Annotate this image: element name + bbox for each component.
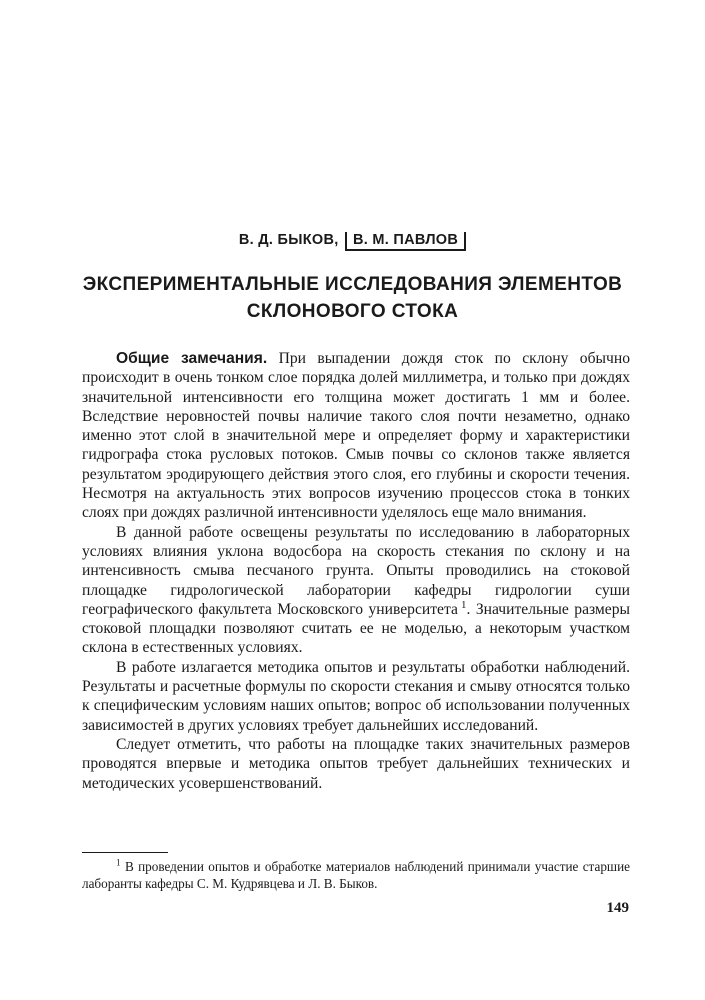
paragraph (82, 658, 630, 735)
footnote-divider (82, 852, 168, 853)
article-title-line: ЭКСПЕРИМЕНТАЛЬНЫЕ ИССЛЕДОВАНИЯ ЭЛЕМЕНТОВ (82, 274, 623, 295)
section-lead: Общие замечания. (116, 350, 268, 367)
paragraph-text: Следует отметить, что работы на площадке таких значительных размеров проводятся впервые и методика опытов требует дальнейших технических и методических усовершенствований. (82, 735, 630, 792)
authors-line (0, 232, 705, 251)
paragraph (82, 735, 630, 793)
paragraph-text: . Значительные размеры стоковой площадки позволяют считать ее не моделью, а некоторым участком склона в естественных условиях. (82, 600, 630, 657)
paragraph (82, 349, 630, 523)
paragraph-text: В работе излагается методика опытов и результаты обработки наблюдений. Результаты и расчетные формулы по скорости стекания и смыву относятся только к специфическим условиям наших опытов; вопрос об использовании полученных зависимостей в других условиях требует дальнейших исследований. (82, 658, 630, 734)
footnote-mark: 1 (116, 857, 121, 868)
author-name: В. Д. БЫКОВ, (238, 232, 339, 248)
article-title (60, 271, 645, 325)
footnote (82, 858, 630, 892)
author-name-memorial-box: В. М. ПАВЛОВ (345, 232, 466, 251)
paragraph (82, 523, 630, 658)
paragraph-text: В данной работе освещены результаты по исследованию в лабораторных условиях влияния уклона водосбора на скорость стекания по склону и на интенсивность смыва песчаного грунта. Опыты проводились на стоковой площадке гидрологической лаборатории кафедры гидрологии суши географического факультета Московского университета (82, 523, 630, 618)
page-number: 149 (606, 900, 629, 916)
footnote-ref: 1 (461, 598, 467, 611)
article-title-line: СКЛОНОВОГО СТОКА (246, 301, 459, 322)
paragraph-text: При выпадении дождя сток по склону обычно происходит в очень тонком слое порядка долей миллиметра, и только при дождях значительной интенсивности его толщина может достигать 1 мм и более. Вследствие неровностей почвы наличие такого слоя почти незаметно, однако именно этот слой в значительной мере и определяет форму и характеристики гидрографа стока русловых потоков. Смыв почвы со склонов также является результатом эродирующего действия этого слоя, его глубины и скорости течения. Несмотря на актуальность этих вопросов изучению процессов стока в тонких слоях при дождях различной интенсивности уделялось еще мало внимания. (82, 350, 630, 522)
article-body (82, 349, 630, 793)
footnote-text: В проведении опытов и обработке материалов наблюдений принимали участие старшие лаборанты кафедры С. М. Кудрявцева и Л. В. Быков. (82, 859, 630, 891)
